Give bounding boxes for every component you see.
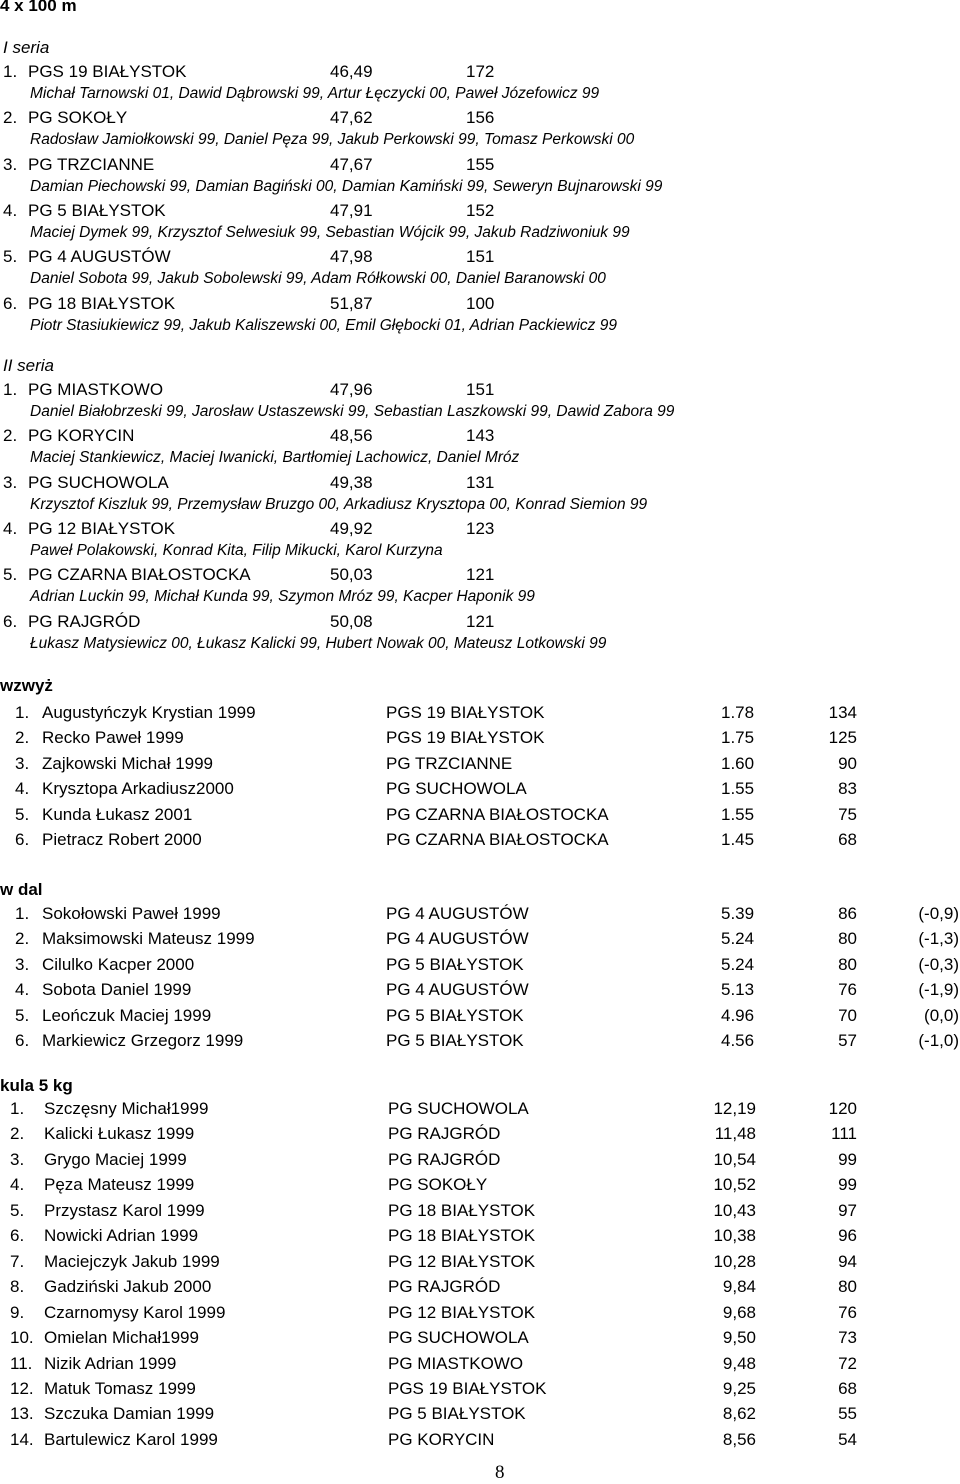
lj-school: PG 4 AUGUSTÓW xyxy=(386,980,529,1000)
relay-points: 143 xyxy=(466,426,495,446)
lj-place: 2. xyxy=(15,929,30,949)
sp-points: 99 xyxy=(838,1149,857,1169)
lj-result: 4.96 xyxy=(721,1005,755,1025)
hj-place: 2. xyxy=(15,728,30,748)
lj-school: PG 4 AUGUSTÓW xyxy=(386,929,529,949)
sp-school: PGS 19 BIAŁYSTOK xyxy=(388,1378,547,1398)
sp-name: Gadziński Jakub 2000 xyxy=(44,1277,212,1297)
relay-team: PG TRZCIANNE xyxy=(28,154,155,174)
sp-result: 9,84 xyxy=(722,1277,756,1297)
relay-place: 6. xyxy=(3,611,18,631)
sp-points: 94 xyxy=(838,1251,857,1271)
relay-team: PG 5 BIAŁYSTOK xyxy=(28,200,166,220)
relay-team: PG SUCHOWOLA xyxy=(28,472,169,492)
relay-time: 47,96 xyxy=(330,380,373,399)
relay-athletes: Maciej Dymek 99, Krzysztof Selwesiuk 99, Sebastian Wójcik 99, Jakub Radziwoniuk 99 xyxy=(30,223,630,241)
relay-athletes: Maciej Stankiewicz, Maciej Iwanicki, Bartłomiej Lachowicz, Daniel Mróz xyxy=(30,449,520,467)
relay-team: PG 12 BIAŁYSTOK xyxy=(28,518,176,538)
sp-school: PG 18 BIAŁYSTOK xyxy=(388,1200,536,1220)
lj-name: Sokołowski Paweł 1999 xyxy=(42,904,221,923)
relay-points: 121 xyxy=(466,565,495,585)
relay-team: PG RAJGRÓD xyxy=(28,611,141,631)
relay-place: 4. xyxy=(3,200,18,220)
relay-team: PG 4 AUGUSTÓW xyxy=(28,247,171,267)
relay-team: PGS 19 BIAŁYSTOK xyxy=(28,62,187,81)
sp-school: PG SUCHOWOLA xyxy=(388,1099,529,1118)
lj-points: 57 xyxy=(838,1031,857,1050)
lj-school: PG 5 BIAŁYSTOK xyxy=(386,1031,524,1050)
sp-name: Szczuka Damian 1999 xyxy=(44,1404,215,1424)
lj-result: 5.24 xyxy=(721,929,755,949)
sp-name: Czarnomysy Karol 1999 xyxy=(44,1302,226,1322)
sp-name: Matuk Tomasz 1999 xyxy=(44,1378,196,1398)
lj-school: PG 5 BIAŁYSTOK xyxy=(386,954,524,974)
relay-place: 2. xyxy=(3,108,18,128)
hj-place: 5. xyxy=(15,804,30,824)
relay-athletes: Daniel Białobrzeski 99, Jarosław Ustaszewski 99, Sebastian Laszkowski 99, Dawid Zabora 99 xyxy=(30,403,675,420)
relay-place: 5. xyxy=(3,565,18,585)
sp-school: PG RAJGRÓD xyxy=(388,1124,501,1144)
lj-points: 80 xyxy=(838,954,857,974)
sp-points: 68 xyxy=(838,1378,857,1398)
hj-points: 68 xyxy=(838,830,857,849)
sp-place: 4. xyxy=(10,1175,25,1195)
relay-athletes: Krzysztof Kiszluk 99, Przemysław Bruzgo 00, Arkadiusz Krysztopa 00, Konrad Siemion 99 xyxy=(30,495,648,513)
sp-place: 9. xyxy=(10,1302,25,1322)
sp-name: Nizik Adrian 1999 xyxy=(44,1353,177,1373)
shot-put-title: kula 5 kg xyxy=(0,1076,73,1095)
hj-result: 1.55 xyxy=(721,804,755,824)
lj-school: PG 4 AUGUSTÓW xyxy=(386,904,529,923)
lj-place: 4. xyxy=(15,980,30,1000)
relay-points: 151 xyxy=(466,247,495,267)
sp-school: PG 5 BIAŁYSTOK xyxy=(388,1404,526,1424)
sp-result: 10,38 xyxy=(713,1226,756,1246)
relay-place: 5. xyxy=(3,247,18,267)
sp-school: PG 18 BIAŁYSTOK xyxy=(388,1226,536,1246)
sp-points: 80 xyxy=(838,1277,857,1297)
sp-result: 10,54 xyxy=(713,1149,756,1169)
sp-place: 7. xyxy=(10,1251,25,1271)
lj-place: 3. xyxy=(15,954,30,974)
hj-points: 75 xyxy=(838,804,857,824)
relay-points: 121 xyxy=(466,611,495,631)
lj-wind: (0,0) xyxy=(924,1005,959,1025)
relay-athletes: Damian Piechowski 99, Damian Bagiński 00, Damian Kamiński 99, Seweryn Bujnarowski 99 xyxy=(30,177,663,195)
sp-place: 13. xyxy=(10,1404,34,1424)
hj-school: PG SUCHOWOLA xyxy=(386,779,527,799)
sp-place: 11. xyxy=(10,1353,33,1373)
lj-name: Maksimowski Mateusz 1999 xyxy=(42,929,255,949)
lj-name: Cilulko Kacper 2000 xyxy=(42,954,195,974)
relay-time: 49,38 xyxy=(330,472,373,492)
sp-result: 10,28 xyxy=(713,1251,756,1271)
sp-points: 111 xyxy=(831,1124,857,1144)
sp-points: 99 xyxy=(838,1175,857,1195)
hj-place: 3. xyxy=(15,753,30,773)
sp-name: Maciejczyk Jakub 1999 xyxy=(44,1251,220,1271)
hj-place: 4. xyxy=(15,779,30,799)
relay-place: 2. xyxy=(3,426,18,446)
sp-place: 6. xyxy=(10,1226,25,1246)
sp-result: 10,43 xyxy=(713,1200,756,1220)
lj-points: 86 xyxy=(838,904,857,923)
sp-school: PG 12 BIAŁYSTOK xyxy=(388,1251,536,1271)
hj-points: 134 xyxy=(828,703,857,722)
sp-name: Omielan Michał1999 xyxy=(44,1328,199,1348)
lj-result: 5.13 xyxy=(721,980,755,1000)
sp-result: 9,48 xyxy=(722,1353,756,1373)
hj-school: PG CZARNA BIAŁOSTOCKA xyxy=(386,830,609,849)
lj-result: 5.24 xyxy=(721,954,755,974)
relay-time: 47,98 xyxy=(330,247,373,267)
sp-result: 8,56 xyxy=(722,1429,756,1449)
relay-athletes: Łukasz Matysiewicz 00, Łukasz Kalicki 99, Hubert Nowak 00, Mateusz Lotkowski 99 xyxy=(30,634,607,652)
relay-points: 123 xyxy=(466,518,495,538)
lj-name: Markiewicz Grzegorz 1999 xyxy=(42,1031,244,1050)
lj-wind: (-0,9) xyxy=(918,904,959,923)
hj-points: 83 xyxy=(838,779,857,799)
relay-athletes: Michał Tarnowski 01, Dawid Dąbrowski 99, Artur Łęczycki 00, Paweł Józefowicz 99 xyxy=(30,85,600,102)
long-jump-title: w dal xyxy=(0,880,43,899)
sp-result: 12,19 xyxy=(713,1099,756,1118)
relay-athletes: Piotr Stasiukiewicz 99, Jakub Kaliszewski 00, Emil Głębocki 01, Adrian Packiewicz 99 xyxy=(30,316,617,334)
hj-name: Pietracz Robert 2000 xyxy=(42,830,202,849)
hj-result: 1.45 xyxy=(721,830,755,849)
sp-points: 120 xyxy=(828,1099,857,1118)
hj-result: 1.78 xyxy=(721,703,755,722)
relay-points: 155 xyxy=(466,154,495,174)
relay-time: 49,92 xyxy=(330,518,373,538)
hj-school: PGS 19 BIAŁYSTOK xyxy=(386,728,545,748)
sp-points: 76 xyxy=(838,1302,857,1322)
lj-place: 1. xyxy=(15,904,30,923)
sp-name: Pęza Mateusz 1999 xyxy=(44,1175,195,1195)
sp-name: Bartulewicz Karol 1999 xyxy=(44,1429,218,1449)
lj-result: 5.39 xyxy=(721,904,755,923)
lj-wind: (-1,0) xyxy=(918,1031,959,1050)
sp-place: 8. xyxy=(10,1277,25,1297)
relay-time: 50,08 xyxy=(330,611,373,631)
sp-result: 10,52 xyxy=(713,1175,756,1195)
lj-wind: (-0,3) xyxy=(918,954,959,974)
relay-time: 47,67 xyxy=(330,154,373,174)
sp-school: PG 12 BIAŁYSTOK xyxy=(388,1302,536,1322)
sp-result: 9,25 xyxy=(722,1378,756,1398)
lj-points: 70 xyxy=(838,1005,857,1025)
sp-points: 54 xyxy=(838,1429,857,1449)
sp-name: Przystasz Karol 1999 xyxy=(44,1200,205,1220)
sp-name: Szczęsny Michał1999 xyxy=(44,1099,209,1118)
relay-time: 46,49 xyxy=(330,62,373,81)
sp-place: 12. xyxy=(10,1378,34,1398)
sp-school: PG RAJGRÓD xyxy=(388,1277,501,1297)
sp-result: 8,62 xyxy=(722,1404,756,1424)
sp-points: 96 xyxy=(838,1226,857,1246)
relay-time: 47,91 xyxy=(330,200,373,220)
hj-result: 1.60 xyxy=(721,753,755,773)
sp-school: PG KORYCIN xyxy=(388,1429,495,1449)
hj-name: Zajkowski Michał 1999 xyxy=(42,753,214,773)
sp-place: 2. xyxy=(10,1124,25,1144)
high-jump-title: wzwyż xyxy=(0,676,53,695)
sp-place: 10. xyxy=(10,1328,34,1348)
lj-name: Leończuk Maciej 1999 xyxy=(42,1005,212,1025)
relay-team: PG CZARNA BIAŁOSTOCKA xyxy=(28,565,251,585)
sp-points: 97 xyxy=(838,1200,857,1220)
hj-result: 1.55 xyxy=(721,779,755,799)
sp-school: PG MIASTKOWO xyxy=(388,1353,524,1373)
relay-athletes: Radosław Jamiołkowski 99, Daniel Pęza 99, Jakub Perkowski 99, Tomasz Perkowski 00 xyxy=(30,131,635,149)
sp-school: PG RAJGRÓD xyxy=(388,1149,501,1169)
relay-title: 4 x 100 m xyxy=(0,0,77,15)
sp-result: 11,48 xyxy=(714,1124,756,1144)
hj-place: 6. xyxy=(15,830,30,849)
sp-place: 1. xyxy=(10,1099,25,1118)
relay-time: 47,62 xyxy=(330,108,373,128)
relay-time: 50,03 xyxy=(330,565,373,585)
relay-athletes: Adrian Luckin 99, Michał Kunda 99, Szymon Mróz 99, Kacper Haponik 99 xyxy=(30,588,535,606)
sp-place: 5. xyxy=(10,1200,25,1220)
sp-place: 3. xyxy=(10,1149,25,1169)
relay-points: 100 xyxy=(466,293,495,313)
relay-place: 3. xyxy=(3,472,18,492)
relay-place: 3. xyxy=(3,154,18,174)
sp-name: Nowicki Adrian 1999 xyxy=(44,1226,199,1246)
relay-points: 152 xyxy=(466,200,495,220)
hj-name: Kunda Łukasz 2001 xyxy=(42,804,193,824)
sp-result: 9,50 xyxy=(722,1328,756,1348)
hj-school: PGS 19 BIAŁYSTOK xyxy=(386,703,545,722)
lj-wind: (-1,9) xyxy=(918,980,959,1000)
relay-time: 51,87 xyxy=(330,293,373,313)
relay-team: PG 18 BIAŁYSTOK xyxy=(28,293,176,313)
lj-points: 76 xyxy=(838,980,857,1000)
relay-points: 131 xyxy=(466,472,495,492)
sp-school: PG SUCHOWOLA xyxy=(388,1328,529,1348)
relay-points: 151 xyxy=(466,380,495,399)
series-label: II seria xyxy=(3,356,55,375)
lj-result: 4.56 xyxy=(721,1031,755,1050)
hj-points: 90 xyxy=(838,753,857,773)
sp-school: PG SOKOŁY xyxy=(388,1175,488,1195)
relay-place: 1. xyxy=(3,380,18,399)
sp-points: 72 xyxy=(838,1353,857,1373)
series-label: I seria xyxy=(3,38,50,57)
sp-points: 55 xyxy=(838,1404,857,1424)
relay-points: 172 xyxy=(466,62,495,81)
hj-school: PG TRZCIANNE xyxy=(386,753,513,773)
lj-place: 6. xyxy=(15,1031,30,1050)
hj-place: 1. xyxy=(15,703,30,722)
hj-school: PG CZARNA BIAŁOSTOCKA xyxy=(386,804,609,824)
relay-time: 48,56 xyxy=(330,426,373,446)
relay-athletes: Daniel Sobota 99, Jakub Sobolewski 99, Adam Rółkowski 00, Daniel Baranowski 00 xyxy=(30,270,606,288)
relay-athletes: Paweł Polakowski, Konrad Kita, Filip Mikucki, Karol Kurzyna xyxy=(30,541,443,559)
lj-wind: (-1,3) xyxy=(918,929,959,949)
relay-points: 156 xyxy=(466,108,495,128)
relay-place: 4. xyxy=(3,518,18,538)
lj-points: 80 xyxy=(838,929,857,949)
relay-team: PG KORYCIN xyxy=(28,426,135,446)
sp-points: 73 xyxy=(838,1328,857,1348)
sp-place: 14. xyxy=(10,1429,34,1449)
lj-place: 5. xyxy=(15,1005,30,1025)
page-number: 8 xyxy=(495,1462,505,1483)
hj-name: Recko Paweł 1999 xyxy=(42,728,184,748)
hj-result: 1.75 xyxy=(721,728,755,748)
relay-place: 1. xyxy=(3,62,18,81)
relay-team: PG MIASTKOWO xyxy=(28,380,164,399)
hj-name: Krysztopa Arkadiusz2000 xyxy=(42,779,234,799)
lj-name: Sobota Daniel 1999 xyxy=(42,980,192,1000)
relay-place: 6. xyxy=(3,293,18,313)
lj-school: PG 5 BIAŁYSTOK xyxy=(386,1005,524,1025)
relay-team: PG SOKOŁY xyxy=(28,108,128,128)
hj-name: Augustyńczyk Krystian 1999 xyxy=(42,703,256,722)
sp-name: Kalicki Łukasz 1999 xyxy=(44,1124,195,1144)
sp-result: 9,68 xyxy=(722,1302,756,1322)
hj-points: 125 xyxy=(828,728,857,748)
sp-name: Grygo Maciej 1999 xyxy=(44,1149,187,1169)
